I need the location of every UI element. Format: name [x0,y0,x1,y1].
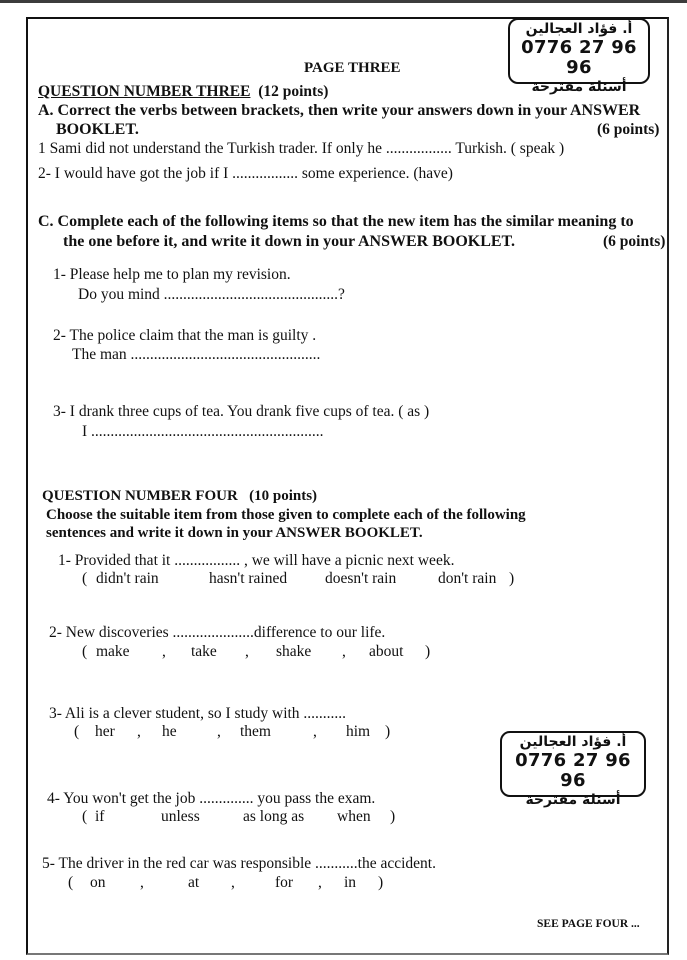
q4-item-3-option: he [162,723,177,740]
stamp-subtitle: أسئلة مقترحة [525,792,621,808]
q4-item-2-sep: , [162,643,166,660]
q3a-instruction-line1: A. Correct the verbs between brackets, then write your answers down in your ANSWER [38,102,641,119]
q4-item-1-option: doesn't rain [325,570,397,587]
q4-item-5-option: at [188,874,200,891]
q4-item-4-option: when [337,808,371,825]
q3c-instruction-line2: the one before it, and write it down in your ANSWER BOOKLET. [63,233,516,250]
stamp-phone: 0776 27 96 96 [521,37,637,78]
stamp-teacher-name: أ. فؤاد العجالين [519,734,627,750]
teacher-stamp-top [508,18,650,95]
q4-instruction-line2: sentences and write it down in your ANSWER BOOKLET. [46,525,423,541]
q4-item-5-option: in [344,874,357,891]
footer-see-next-page: SEE PAGE FOUR ... [537,918,640,930]
q4-item-2-sep: , [342,643,346,660]
stamp-teacher-name: أ. فؤاد العجالين [525,21,633,37]
q4-item-3-sep: , [313,723,317,740]
q3c-item-3-answer: I ............................................................ [82,423,324,440]
q4-item-2-sep: , [245,643,249,660]
q4-item-5-sep: , [231,874,235,891]
q3-heading: QUESTION NUMBER THREE [38,83,251,100]
q4-heading: QUESTION NUMBER FOUR [42,488,238,504]
q4-instruction-line1: Choose the suitable item from those given to complete each of the following [46,507,526,523]
q4-item-3-paren-open: ( [74,723,80,740]
q4-item-4-paren-open: ( [82,808,88,825]
q3c-item-3-prompt: 3- I drank three cups of tea. You drank five cups of tea. ( as ) [53,403,430,420]
q4-item-4-paren-close: ) [390,808,396,825]
q4-item-1-option: hasn't rained [209,570,288,587]
q3-points: (12 points) [258,83,329,100]
q4-item-2: 2- New discoveries .....................difference to our life. [49,624,386,641]
teacher-stamp-bottom [500,731,646,808]
q4-item-3-option: them [240,723,271,740]
q4-item-4: 4- You won't get the job .............. you pass the exam. [47,790,376,807]
q4-item-5-paren-close: ) [378,874,384,891]
q4-item-1: 1- Provided that it ................. , we will have a picnic next week. [58,552,455,569]
q4-item-3-sep: , [217,723,221,740]
page-title: PAGE THREE [304,60,401,76]
q4-item-5-sep: , [140,874,144,891]
q4-item-1-paren-close: ) [509,570,515,587]
q4-item-2-paren-open: ( [82,643,88,660]
q3a-item-1: 1 Sami did not understand the Turkish trader. If only he ................. Turkish. ( speak ) [38,140,565,157]
q4-item-4-option: unless [161,808,200,825]
q3a-points: (6 points) [597,121,660,138]
q3a-instruction-line2: BOOKLET. [56,121,139,138]
q3a-item-2: 2- I would have got the job if I ................. some experience. (have) [38,165,453,182]
q4-item-5-option: for [275,874,294,891]
q4-item-5-sep: , [318,874,322,891]
q4-item-3-option: her [95,723,115,740]
q4-item-1-option: didn't rain [96,570,159,587]
q4-item-2-paren-close: ) [425,643,431,660]
q4-item-2-option: about [369,643,404,660]
q4-item-4-option: if [95,808,105,825]
q4-item-3-paren-close: ) [385,723,391,740]
q4-heading-row [42,487,317,505]
q4-item-5: 5- The driver in the red car was responsible ...........the accident. [42,855,436,872]
q4-points: (10 points) [249,488,318,504]
q4-item-1-option: don't rain [438,570,497,587]
q4-item-3: 3- Ali is a clever student, so I study with ........... [49,705,347,722]
q4-item-5-paren-open: ( [68,874,74,891]
q3c-item-1-prompt: 1- Please help me to plan my revision. [53,266,291,283]
q3c-instruction-line1: C. Complete each of the following items so that the new item has the similar meaning to [38,213,634,230]
q3c-points: (6 points) [603,233,666,250]
q4-item-2-option: make [96,643,130,660]
q3c-item-2-prompt: 2- The police claim that the man is guilty . [53,327,317,344]
q4-item-3-sep: , [137,723,141,740]
q4-item-5-option: on [90,874,106,891]
q3-heading-row [38,83,328,101]
q4-item-2-option: take [191,643,217,660]
q4-item-1-paren-open: ( [82,570,88,587]
stamp-phone: 0776 27 96 96 [515,750,631,791]
q3c-item-2-answer: The man ................................................. [72,346,321,363]
top-strip [0,0,687,3]
q3c-item-1-answer: Do you mind .............................................? [78,286,345,303]
q4-item-4-option: as long as [243,808,305,825]
q4-item-2-option: shake [276,643,312,660]
stamp-subtitle: أسئلة مقترحة [531,79,627,95]
q4-item-3-option: him [346,723,371,740]
